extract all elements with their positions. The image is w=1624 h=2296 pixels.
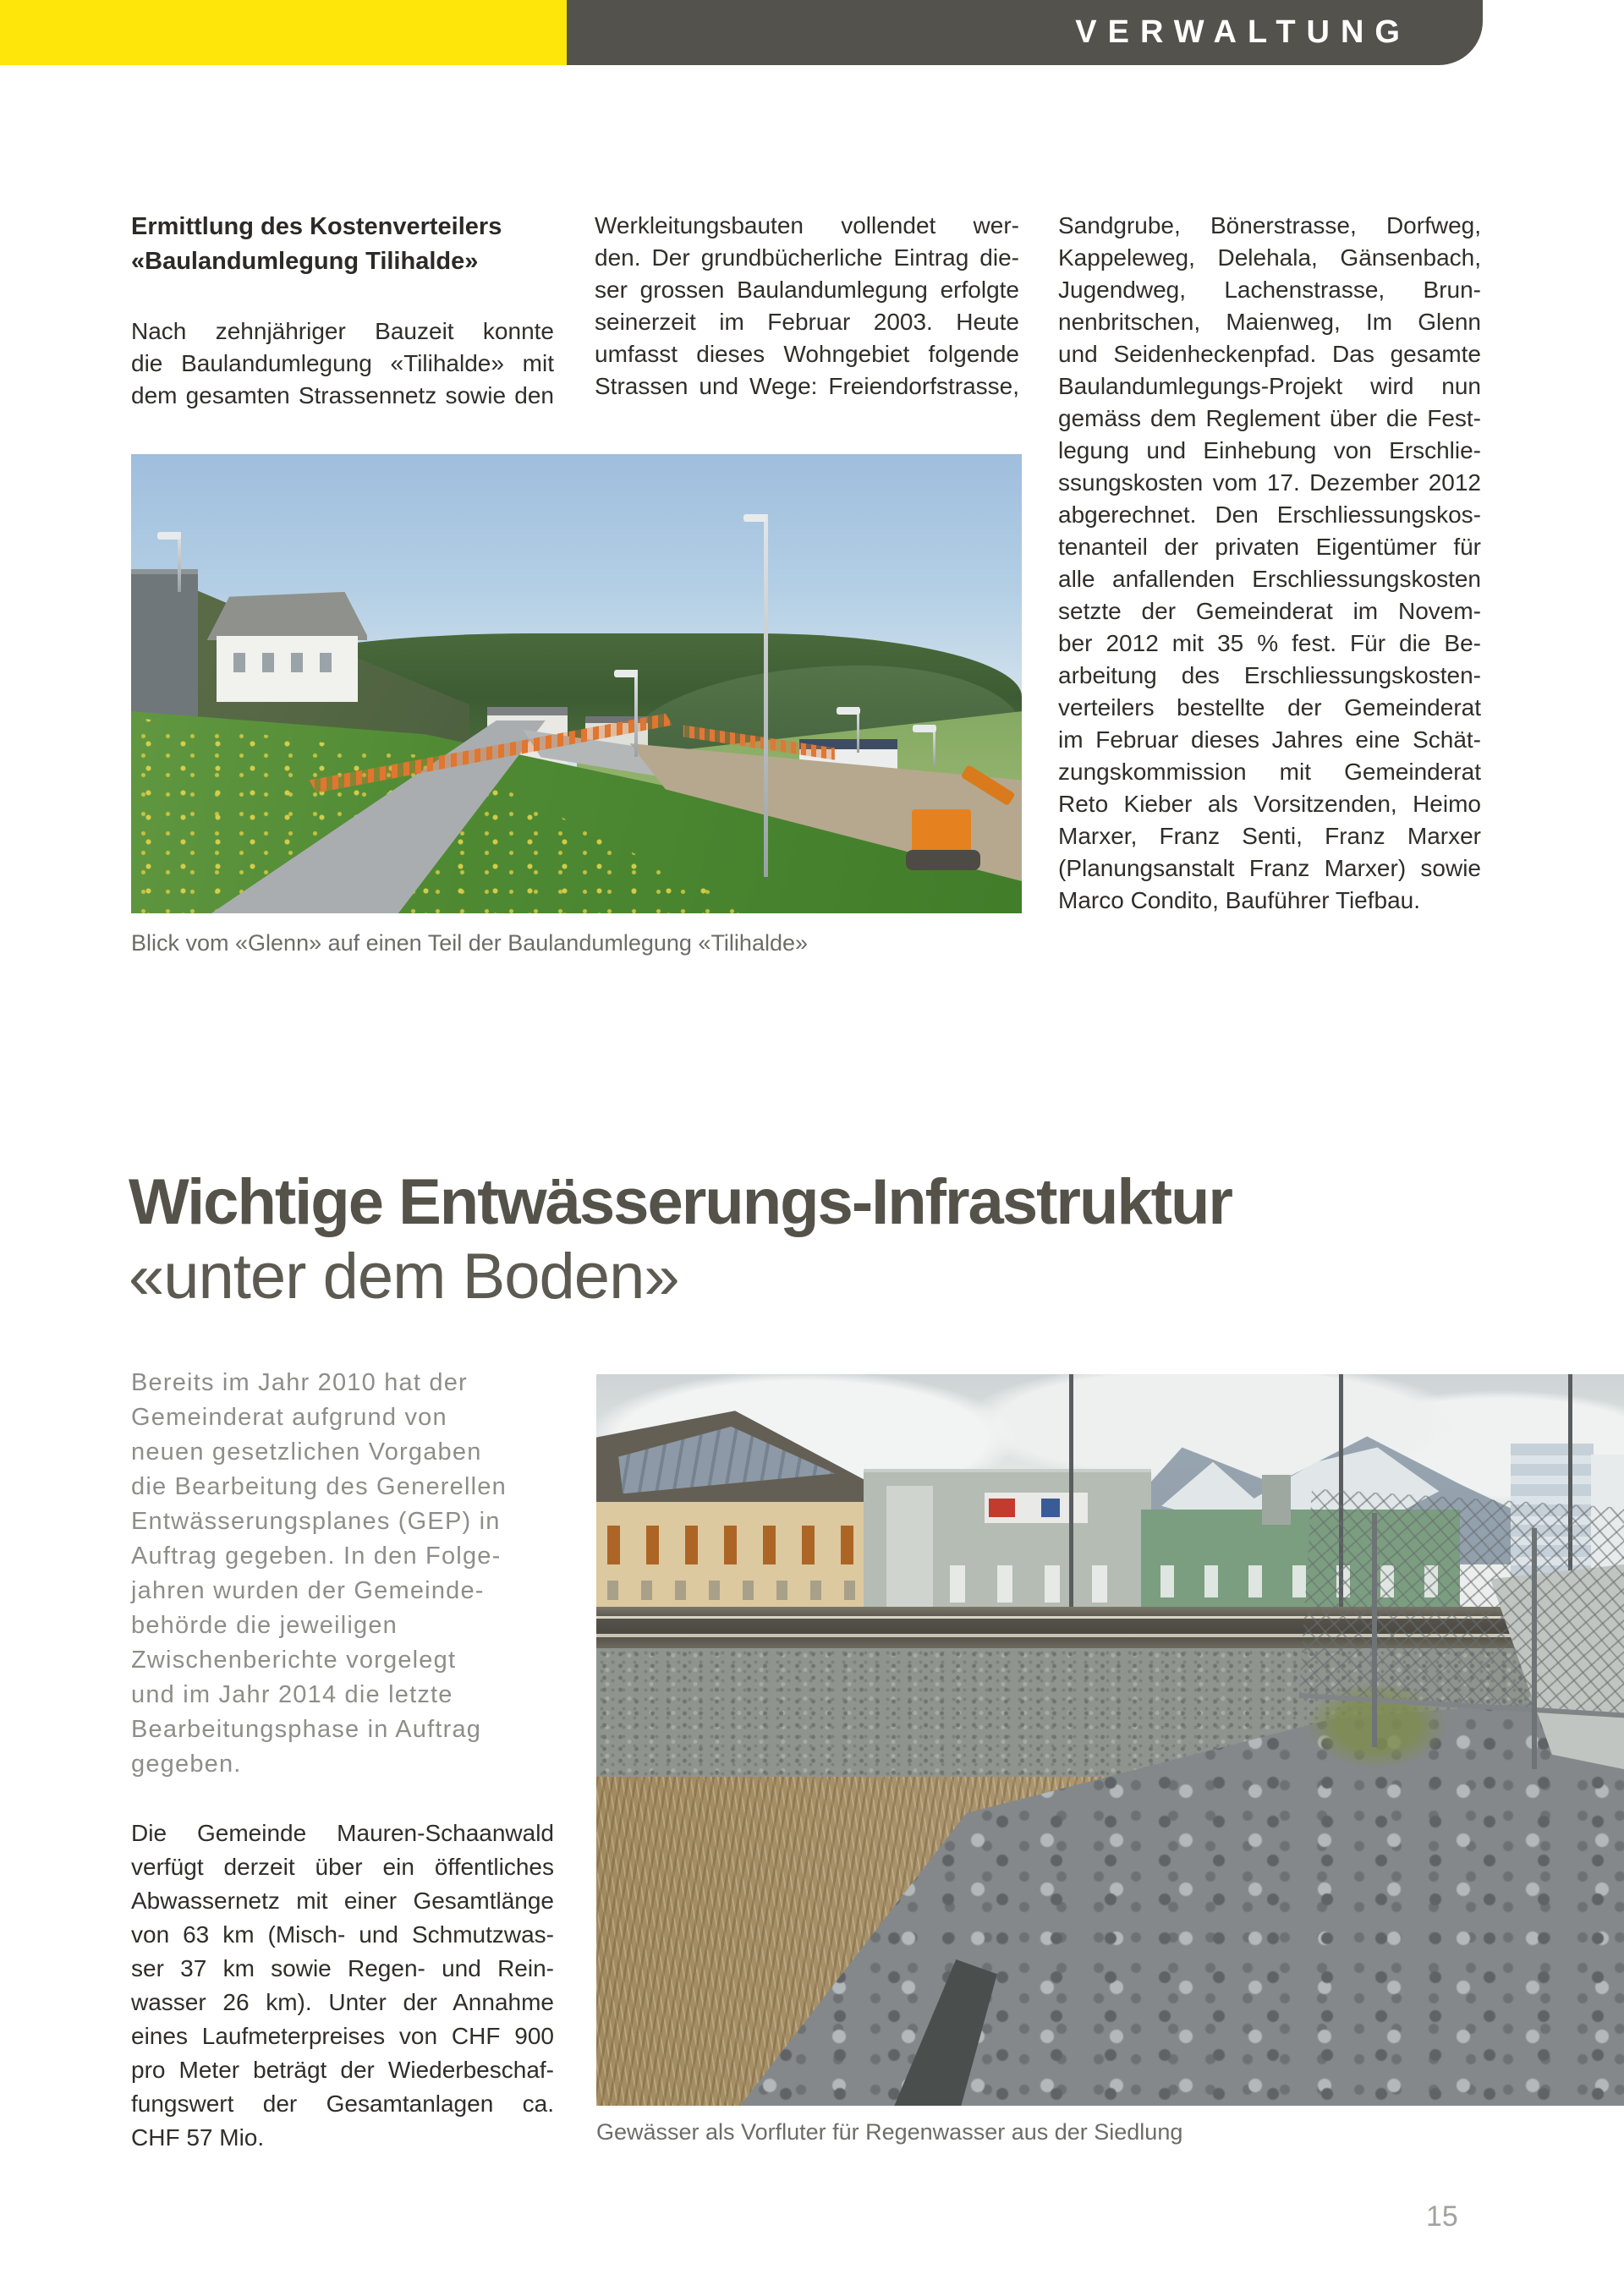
article1-column-3: [1058, 210, 1481, 917]
article2-intro-paragraph: Bereits im Jahr 2010 hat der Gemeinderat aufgrund von neuen gesetzlichen Vorgaben die Bearbeitung des Generellen Entwässerungsplanes (GEP) in Auftrag gegeben. In den Folge- jahren wurden der Gemeinde- behörde die jeweiligen Zwischenberichte vorgelegt und im Jahr 2014 die letzte Bearbeitungsphase in Auftrag gegeben.: [131, 1369, 507, 1778]
chimney: [1262, 1475, 1291, 1525]
article1-column-1-text: Nach zehnjähriger Bauzeit konnte die Baulandumlegung «Tilihalde» mit dem gesamten Strassennetz sowie den: [131, 318, 554, 408]
article1-column-2-text: Werkleitungsbauten vollendet wer- den. Der grundbücherliche Eintrag die- ser grossen Baulandumlegung erfolgte seinerzeit im Februar 2003. Heute umfasst dieses Wohngebiet folgende Strassen und Wege: Freiendorfstrasse,: [595, 212, 1019, 399]
beige-house: [596, 1411, 874, 1608]
street-lamp-tall: [764, 514, 768, 877]
article2-title-line1: Wichtige Entwässerungs-Infrastruktur: [129, 1166, 1232, 1238]
article1-heading: Ermittlung des Kostenverteilers «Baulandumlegung Tilihalde»: [131, 213, 502, 275]
beige-house-windows-lower: [607, 1581, 857, 1600]
excavator: [902, 789, 1008, 881]
street-lamp-far-right: [857, 707, 859, 753]
street-lamp-far-right-2: [933, 725, 935, 766]
house-roof: [207, 592, 368, 640]
section-title: VERWALTUNG: [1075, 14, 1411, 50]
article2-title-line2: «unter dem Boden»: [129, 1241, 679, 1312]
header-yellow-accent-block: [0, 0, 567, 65]
photo-drainage-channel: [596, 1374, 1624, 2106]
article2-body-paragraph: Die Gemeinde Mauren-Schaanwald verfügt derzeit über ein öffentliches Abwassernetz mit einer Gesamtlänge von 63 km (Misch- und Schmutzwas- ser 37 km sowie Regen- und Rein- wasser 26 km). Unter der Annahme eines Laufmeterpreises von CHF 900 pro Meter beträgt der Wiederbeschaf- fungswert der Gesamtanlagen ca. CHF 57 Mio.: [131, 1820, 554, 2151]
gray-building-windows: [950, 1565, 1134, 1603]
photo-tilihalde-landscape: [131, 454, 1022, 913]
street-lamp-mid: [634, 670, 638, 757]
house-body: [217, 636, 358, 702]
catenary-pole-1: [1069, 1374, 1073, 1623]
article2-title: [129, 1165, 1397, 1314]
excavator-tracks: [906, 850, 980, 870]
fence-post-1: [1372, 1513, 1377, 1747]
building-left-edge: [131, 569, 198, 721]
beige-house-windows: [607, 1526, 857, 1565]
photo2-caption: Gewässer als Vorfluter für Regenwasser aus der Siedlung: [596, 2119, 1183, 2145]
header-section-bar: [567, 0, 1483, 65]
page-number: 15: [1426, 2200, 1458, 2233]
photo1-caption: Blick vom «Glenn» auf einen Teil der Baulandumlegung «Tilihalde»: [131, 930, 809, 956]
article1-column-3-text: Sandgrube, Bönerstrasse, Dorfweg, Kappeleweg, Delehala, Gänsenbach, Jugendweg, Lachenstrasse, Brun- nenbritschen, Maienweg, Im Glenn und Seidenheckenpfad. Das gesamte Baulandumlegungs-Projekt wird nun gemäss dem Reglement über die Fest- legung und Einhebung von Erschlie- ssungskosten vom 17. Dezember 2012 abgerechnet. Den Erschliessungskos- tenanteil der privaten Eigentümer für alle anfallenden Erschliessungskosten setzte der Gemeinderat im Novem- ber 2012 mit 35 % fest. Für die Be- arbeitung des Erschliessungskosten- verteilers bestellte der Gemeinderat im Februar dieses Jahres eine Schät- zungskommission mit Gemeinderat Reto Kieber als Vorsitzenden, Heimo Marxer, Franz Senti, Franz Marxer (Planungsanstalt Franz Marxer) sowie Marco Condito, Bauführer Tiefbau.: [1058, 212, 1481, 913]
article1-column-2: [595, 210, 1019, 403]
chain-link-fence: [1299, 1488, 1624, 1718]
fence-post-2: [1532, 1528, 1537, 1769]
street-lamp-left: [178, 532, 181, 592]
excavator-cab: [912, 809, 970, 853]
house-on-hill: [207, 592, 368, 702]
article1-column-1: [131, 210, 554, 412]
